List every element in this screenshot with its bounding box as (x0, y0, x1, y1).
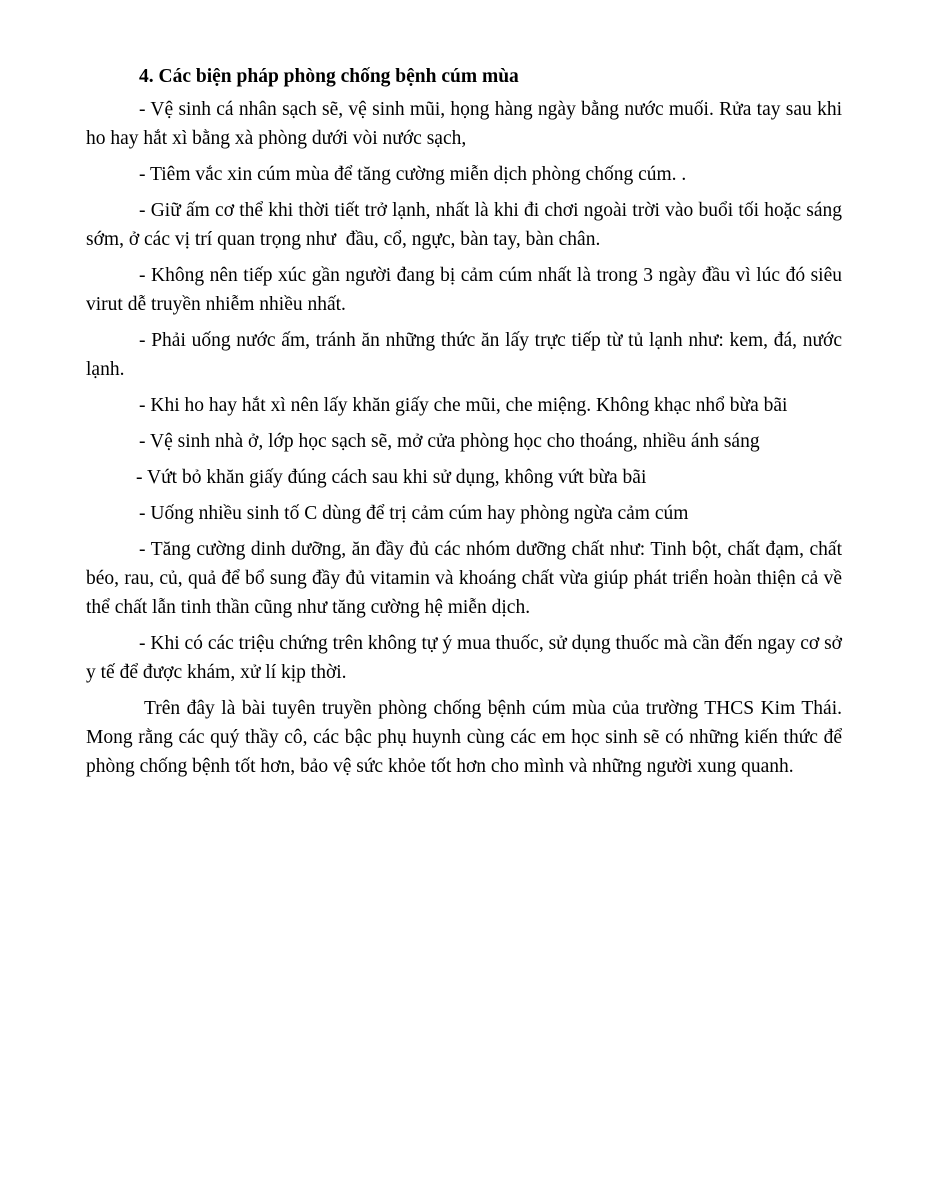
document-body (86, 62, 847, 781)
measure-item-8: - Vứt bỏ khăn giấy đúng cách sau khi sử dụng, không vứt bừa bãi (136, 467, 647, 488)
measure-item-5: - Phải uống nước ấm, tránh ăn những thức ăn lấy trực tiếp từ tủ lạnh như: kem, đá, nước lạnh. (86, 330, 847, 380)
section-heading: 4. Các biện pháp phòng chống bệnh cúm mùa (139, 66, 519, 87)
measure-item-4: - Không nên tiếp xúc gần người đang bị cảm cúm nhất là trong 3 ngày đầu vì lúc đó siêu virut dễ truyền nhiễm nhiều nhất. (86, 265, 847, 315)
measure-item-2: - Tiêm vắc xin cúm mùa để tăng cường miễn dịch phòng chống cúm. . (139, 164, 687, 185)
closing-paragraph: Trên đây là bài tuyên truyền phòng chống bệnh cúm mùa của trường THCS Kim Thái. Mong rằng các quý thầy cô, các bậc phụ huynh cùng các em học sinh sẽ có những kiến thức để phòng chống bệnh tốt hơn, bảo vệ sức khỏe tốt hơn cho mình và những người xung quanh. (86, 698, 842, 777)
measure-item-7: - Vệ sinh nhà ở, lớp học sạch sẽ, mở cửa phòng học cho thoáng, nhiều ánh sáng (139, 431, 760, 452)
measure-item-10: - Tăng cường dinh dưỡng, ăn đầy đủ các nhóm dưỡng chất như: Tinh bột, chất đạm, chất béo, rau, củ, quả để bổ sung đầy đủ vitamin và khoáng chất vừa giúp phát triển hoàn thiện cả về thể chất lẫn tinh thần cũng như tăng cường hệ miễn dịch. (86, 539, 847, 618)
measure-item-1: - Vệ sinh cá nhân sạch sẽ, vệ sinh mũi, họng hàng ngày bằng nước muối. Rửa tay sau khi ho hay hắt xì bằng xà phòng dưới vòi nước sạch, (86, 99, 847, 149)
measure-item-9: - Uống nhiều sinh tố C dùng để trị cảm cúm hay phòng ngừa cảm cúm (139, 503, 689, 524)
measure-item-6: - Khi ho hay hắt xì nên lấy khăn giấy che mũi, che miệng. Không khạc nhổ bừa bãi (139, 395, 788, 416)
measure-item-11: - Khi có các triệu chứng trên không tự ý mua thuốc, sử dụng thuốc mà cần đến ngay cơ sở y tế để được khám, xử lí kịp thời. (86, 633, 847, 683)
measure-item-3: - Giữ ấm cơ thể khi thời tiết trở lạnh, nhất là khi đi chơi ngoài trời vào buổi tối hoặc sáng sớm, ở các vị trí quan trọng như đầu, cổ, ngực, bàn tay, bàn chân. (86, 200, 847, 250)
